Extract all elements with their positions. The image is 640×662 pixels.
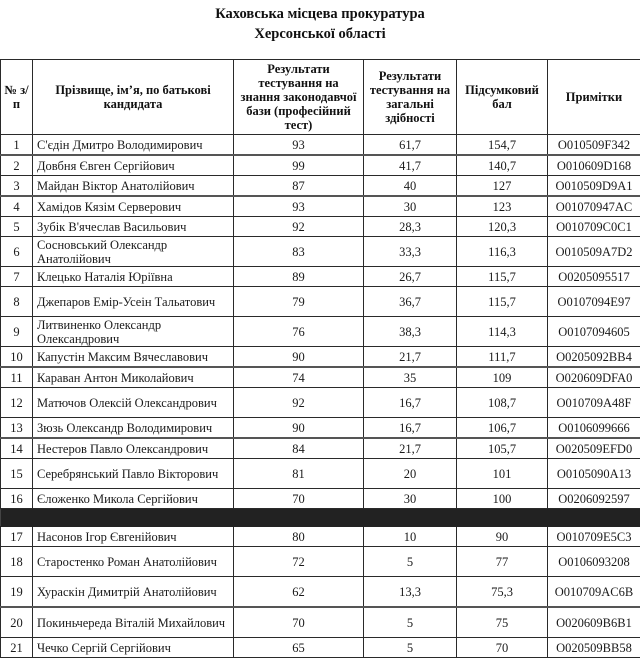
total-score: 116,3: [457, 237, 548, 267]
notes-code: O0206092597: [548, 489, 640, 509]
row-number: 13: [1, 418, 33, 439]
notes-code: O0105090A13: [548, 459, 640, 489]
candidate-name: Капустін Максим Вячеславович: [33, 347, 234, 368]
total-score: 106,7: [457, 418, 548, 439]
table-row: [1, 547, 640, 577]
table-separator: [1, 509, 640, 527]
general-abilities-score: 36,7: [364, 287, 457, 317]
professional-test-score: 84: [234, 438, 364, 459]
table-row: [1, 418, 640, 439]
professional-test-score: 92: [234, 388, 364, 418]
general-abilities-score: 28,3: [364, 217, 457, 237]
separator-cell: [1, 509, 33, 527]
professional-test-score: 90: [234, 347, 364, 368]
total-score: 108,7: [457, 388, 548, 418]
general-abilities-score: 5: [364, 607, 457, 638]
candidate-name: Нестеров Павло Олександрович: [33, 438, 234, 459]
professional-test-score: 81: [234, 459, 364, 489]
table-row: [1, 459, 640, 489]
table-row: [1, 638, 640, 658]
row-number: 16: [1, 489, 33, 509]
general-abilities-score: 20: [364, 459, 457, 489]
candidate-name: Старостенко Роман Анатолійович: [33, 547, 234, 577]
table-body-below-cutoff: [1, 527, 640, 658]
total-score: 75: [457, 607, 548, 638]
total-score: 154,7: [457, 135, 548, 156]
general-abilities-score: 33,3: [364, 237, 457, 267]
professional-test-score: 89: [234, 267, 364, 287]
general-abilities-score: 26,7: [364, 267, 457, 287]
notes-code: O010509A7D2: [548, 237, 640, 267]
table-row: [1, 367, 640, 388]
table-row: [1, 155, 640, 176]
notes-code: O0107094E97: [548, 287, 640, 317]
notes-code: O0205095517: [548, 267, 640, 287]
notes-code: O010509F342: [548, 135, 640, 156]
general-abilities-score: 30: [364, 196, 457, 217]
separator-cell: [457, 509, 548, 527]
professional-test-score: 72: [234, 547, 364, 577]
row-number: 14: [1, 438, 33, 459]
table-row: [1, 489, 640, 509]
total-score: 109: [457, 367, 548, 388]
general-abilities-score: 30: [364, 489, 457, 509]
notes-code: O01070947AC: [548, 196, 640, 217]
candidate-name: Насонов Ігор Євгенійович: [33, 527, 234, 547]
notes-code: O020609DFA0: [548, 367, 640, 388]
row-number: 9: [1, 317, 33, 347]
candidate-name: Клецько Наталія Юріївна: [33, 267, 234, 287]
total-score: 120,3: [457, 217, 548, 237]
candidate-name: Матючов Олексій Олександрович: [33, 388, 234, 418]
row-number: 19: [1, 577, 33, 608]
total-score: 127: [457, 176, 548, 197]
candidate-name: Зюзь Олександр Володимирович: [33, 418, 234, 439]
header-professional-test: Результати тестування на знання законодавчої бази (професійний тест): [234, 60, 364, 135]
professional-test-score: 70: [234, 489, 364, 509]
total-score: 105,7: [457, 438, 548, 459]
professional-test-score: 90: [234, 418, 364, 439]
table-header-row: [1, 60, 640, 135]
table-row: [1, 607, 640, 638]
row-number: 11: [1, 367, 33, 388]
row-number: 15: [1, 459, 33, 489]
candidate-name: Єложенко Микола Сергійович: [33, 489, 234, 509]
document-title-line-2: Херсонської області: [254, 26, 386, 42]
row-number: 5: [1, 217, 33, 237]
professional-test-score: 93: [234, 196, 364, 217]
professional-test-score: 65: [234, 638, 364, 658]
professional-test-score: 83: [234, 237, 364, 267]
candidate-name: Караван Антон Миколайович: [33, 367, 234, 388]
table-row: [1, 577, 640, 608]
table-row: [1, 196, 640, 217]
total-score: 77: [457, 547, 548, 577]
header-general-abilities: Результати тестування на загальні здібності: [364, 60, 457, 135]
row-number: 3: [1, 176, 33, 197]
row-number: 8: [1, 287, 33, 317]
row-number: 12: [1, 388, 33, 418]
table-row: [1, 287, 640, 317]
candidate-name: Зубік В'ячеслав Васильович: [33, 217, 234, 237]
row-number: 20: [1, 607, 33, 638]
candidate-name: Довбня Євген Сергійович: [33, 155, 234, 176]
total-score: 75,3: [457, 577, 548, 608]
notes-code: O010709E5C3: [548, 527, 640, 547]
candidate-name: Джепаров Емір-Усеін Тальатович: [33, 287, 234, 317]
general-abilities-score: 21,7: [364, 438, 457, 459]
notes-code: O0106099666: [548, 418, 640, 439]
separator-cell: [548, 509, 640, 527]
header-total: Підсумковий бал: [457, 60, 548, 135]
total-score: 140,7: [457, 155, 548, 176]
notes-code: O020509BB58: [548, 638, 640, 658]
total-score: 111,7: [457, 347, 548, 368]
total-score: 123: [457, 196, 548, 217]
general-abilities-score: 16,7: [364, 418, 457, 439]
candidate-name: Серебрянський Павло Вікторович: [33, 459, 234, 489]
candidate-name: Майдан Віктор Анатолійович: [33, 176, 234, 197]
row-number: 1: [1, 135, 33, 156]
row-number: 10: [1, 347, 33, 368]
row-number: 2: [1, 155, 33, 176]
table-row: [1, 217, 640, 237]
separator-cell: [33, 509, 234, 527]
table-row: [1, 527, 640, 547]
results-table: [0, 59, 640, 658]
general-abilities-score: 5: [364, 547, 457, 577]
row-number: 17: [1, 527, 33, 547]
header-num: № з/п: [1, 60, 33, 135]
separator-row: [1, 509, 640, 527]
professional-test-score: 79: [234, 287, 364, 317]
professional-test-score: 70: [234, 607, 364, 638]
table-row: [1, 135, 640, 156]
notes-code: O010709A48F: [548, 388, 640, 418]
total-score: 114,3: [457, 317, 548, 347]
separator-cell: [364, 509, 457, 527]
general-abilities-score: 38,3: [364, 317, 457, 347]
header-name: Прізвище, ім’я, по батькові кандидата: [33, 60, 234, 135]
candidate-name: Чечко Сергій Сергійович: [33, 638, 234, 658]
table-row: [1, 347, 640, 368]
general-abilities-score: 41,7: [364, 155, 457, 176]
row-number: 18: [1, 547, 33, 577]
total-score: 90: [457, 527, 548, 547]
table-row: [1, 438, 640, 459]
general-abilities-score: 10: [364, 527, 457, 547]
notes-code: O0205092BB4: [548, 347, 640, 368]
professional-test-score: 80: [234, 527, 364, 547]
general-abilities-score: 40: [364, 176, 457, 197]
total-score: 100: [457, 489, 548, 509]
notes-code: O010509D9A1: [548, 176, 640, 197]
notes-code: O010709C0C1: [548, 217, 640, 237]
table-row: [1, 388, 640, 418]
row-number: 6: [1, 237, 33, 267]
table-row: [1, 267, 640, 287]
notes-code: O0106093208: [548, 547, 640, 577]
separator-cell: [234, 509, 364, 527]
notes-code: O020509EFD0: [548, 438, 640, 459]
notes-code: O0107094605: [548, 317, 640, 347]
general-abilities-score: 5: [364, 638, 457, 658]
professional-test-score: 99: [234, 155, 364, 176]
professional-test-score: 74: [234, 367, 364, 388]
professional-test-score: 87: [234, 176, 364, 197]
candidate-name: С'єдін Дмитро Володимирович: [33, 135, 234, 156]
notes-code: O020609B6B1: [548, 607, 640, 638]
table-body-ranked: [1, 135, 640, 509]
row-number: 7: [1, 267, 33, 287]
notes-code: O010609D168: [548, 155, 640, 176]
notes-code: O010709AC6B: [548, 577, 640, 608]
general-abilities-score: 21,7: [364, 347, 457, 368]
professional-test-score: 93: [234, 135, 364, 156]
professional-test-score: 76: [234, 317, 364, 347]
row-number: 21: [1, 638, 33, 658]
professional-test-score: 62: [234, 577, 364, 608]
general-abilities-score: 61,7: [364, 135, 457, 156]
candidate-name: Хамідов Кязім Серверович: [33, 196, 234, 217]
table-row: [1, 237, 640, 267]
candidate-name: Литвиненко Олександр Олександрович: [33, 317, 234, 347]
table-row: [1, 317, 640, 347]
candidate-name: Покиньчереда Віталій Михайлович: [33, 607, 234, 638]
total-score: 70: [457, 638, 548, 658]
candidate-name: Сосновський Олександр Анатолійович: [33, 237, 234, 267]
total-score: 115,7: [457, 287, 548, 317]
general-abilities-score: 16,7: [364, 388, 457, 418]
table-row: [1, 176, 640, 197]
document-title-line-1: Каховська місцева прокуратура: [215, 6, 425, 22]
professional-test-score: 92: [234, 217, 364, 237]
candidate-name: Хураскін Димитрій Анатолійович: [33, 577, 234, 608]
total-score: 101: [457, 459, 548, 489]
total-score: 115,7: [457, 267, 548, 287]
header-notes: Примітки: [548, 60, 640, 135]
general-abilities-score: 35: [364, 367, 457, 388]
row-number: 4: [1, 196, 33, 217]
general-abilities-score: 13,3: [364, 577, 457, 608]
